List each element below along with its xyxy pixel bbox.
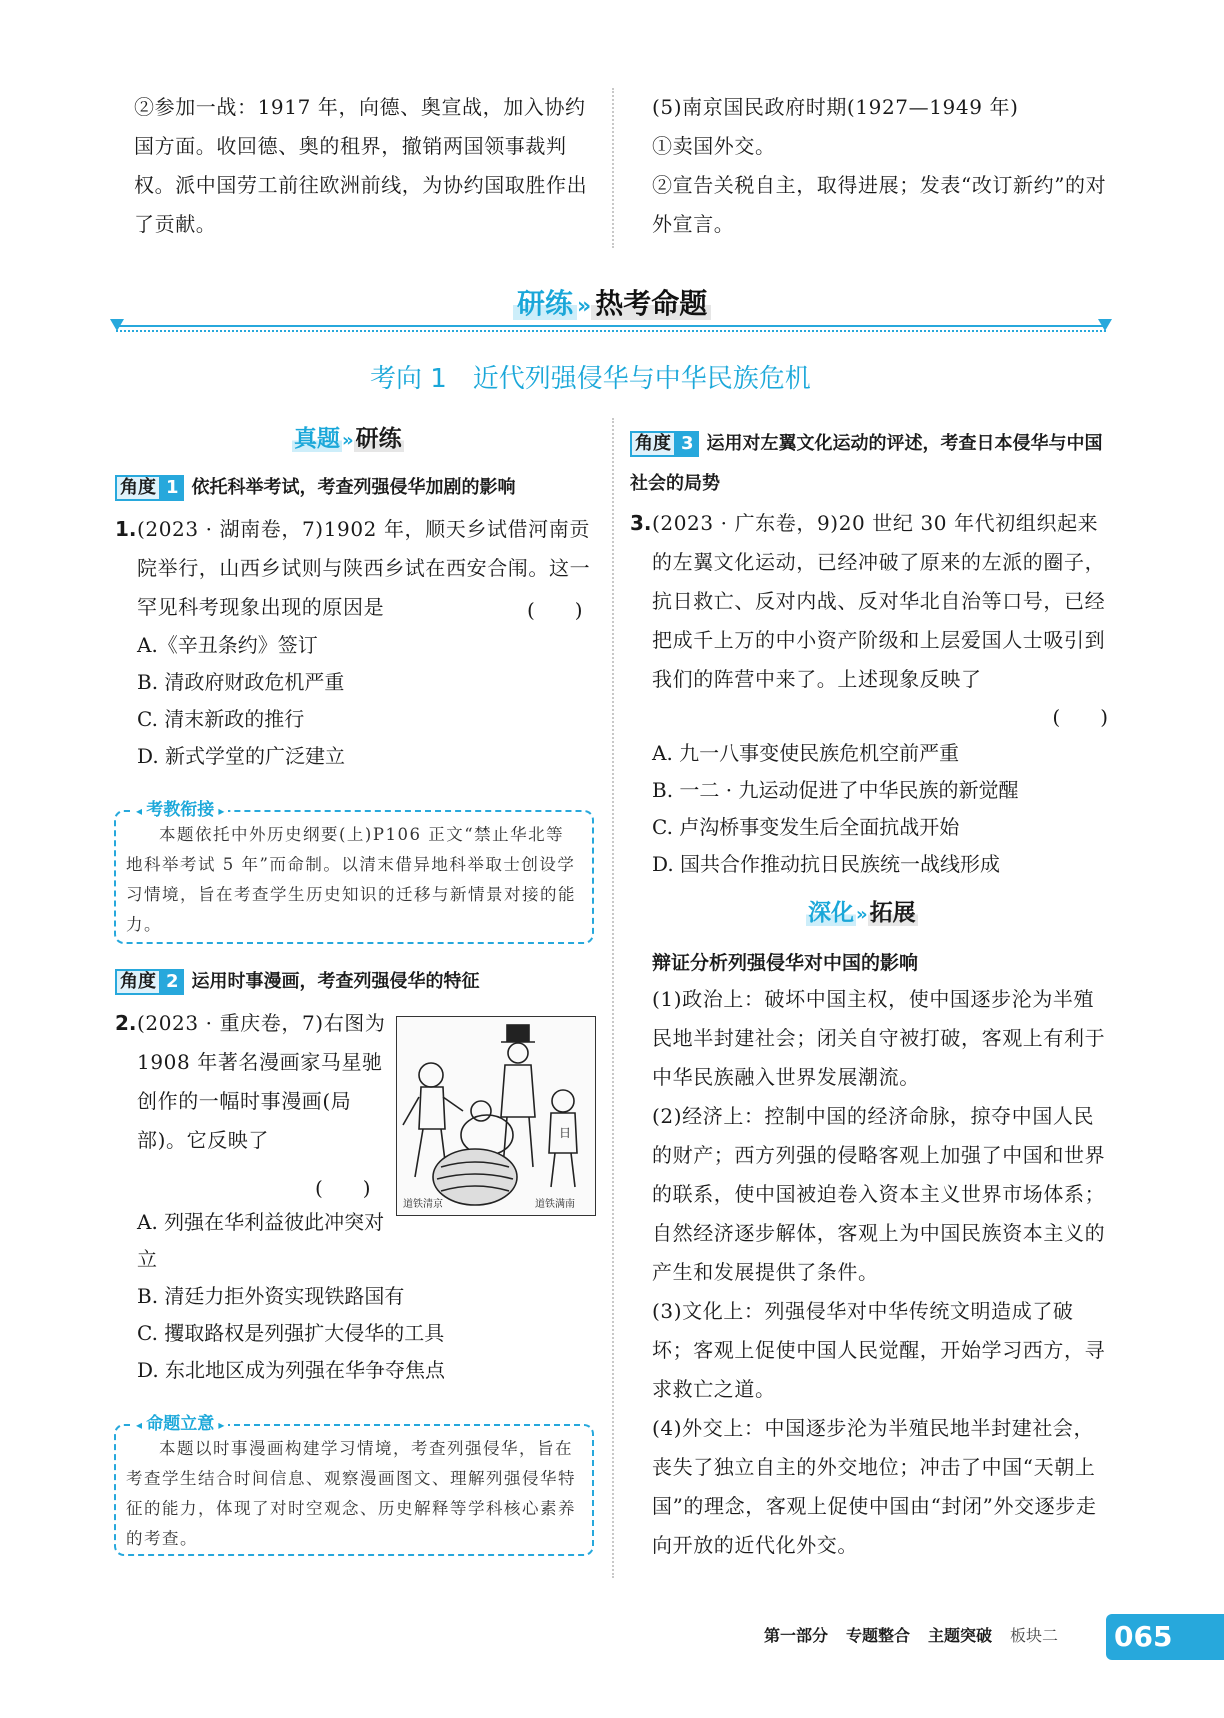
note2-body: 本题以时事漫画构建学习情境，考查列强侵华，旨在考查学生结合时间信息、观察漫画图文、理解列强侵华特征的能力，体现了对时空观念、历史解释等学科核心素养的考查。 bbox=[126, 1439, 576, 1548]
section-banner bbox=[513, 286, 711, 325]
topic-title: 考向 1 近代列强侵华与中华民族危机 bbox=[370, 364, 811, 394]
q3-answer-paren: ( ) bbox=[1052, 705, 1108, 729]
footer-tupo: 主题突破 bbox=[928, 1626, 993, 1645]
angle3-text: 运用对左翼文化运动的评述，考查日本侵华与中国社会的局势 bbox=[630, 433, 1103, 494]
q2-options bbox=[137, 1204, 597, 1389]
angle2-label: 角度 bbox=[115, 969, 161, 995]
top-right-block bbox=[652, 88, 1112, 244]
footer-part: 第一部分 bbox=[764, 1626, 829, 1645]
note1-body: 本题依托中外历史纲要(上)P106 正文“禁止华北等地科举考试 5 年”而命制。以清末借异地科举取士创设学习情境，旨在考查学生历史知识的迁移与新情景对接的能力。 bbox=[126, 825, 576, 934]
banner-left-arrow-icon bbox=[110, 319, 124, 331]
angle2-text: 运用时事漫画，考查列强侵华的特征 bbox=[191, 971, 480, 992]
zhenti-sep: » bbox=[342, 430, 354, 451]
note-mingti bbox=[114, 1414, 594, 1556]
zhenti-heading bbox=[292, 424, 404, 456]
shenhua-part1: 深化 bbox=[808, 900, 854, 926]
q1-option-c: C. 清末新政的推行 bbox=[137, 707, 305, 731]
top-right-line: (5)南京国民政府时期(1927—1949 年) bbox=[652, 95, 1019, 119]
q1-stem: (2023 · 湖南卷，7)1902 年，顺天乡试借河南贡院举行，山西乡试则与陕西乡试在西安合闱。这一罕见科考现象出现的原因是 bbox=[137, 517, 591, 619]
q2-option-b: B. 清廷力拒外资实现铁路国有 bbox=[137, 1284, 405, 1308]
angle3-heading bbox=[630, 424, 1110, 504]
note-kaojiao bbox=[114, 800, 594, 944]
cartoon-image bbox=[396, 1016, 596, 1216]
top-right-line: ②宣告关税自主，取得进展；发表“改订新约”的对外宣言。 bbox=[652, 173, 1107, 236]
angle1-text: 依托科举考试，考查列强侵华加剧的影响 bbox=[191, 477, 516, 498]
ext-title: 辩证分析列强侵华对中国的影响 bbox=[652, 952, 919, 974]
q2-option-d: D. 东北地区成为列强在华争夺焦点 bbox=[137, 1358, 446, 1382]
q1-option-a: A.《辛丑条约》签订 bbox=[137, 633, 318, 657]
q3-number: 3. bbox=[630, 511, 652, 535]
q3-option-c: C. 卢沟桥事变发生后全面抗战开始 bbox=[652, 815, 960, 839]
banner-rule-dotted bbox=[116, 330, 1106, 332]
shenhua-part2: 拓展 bbox=[869, 900, 916, 926]
footer-bankuai: 板块二 bbox=[1010, 1626, 1059, 1645]
q1-answer-paren: ( ) bbox=[527, 598, 583, 622]
cartoon-label-right: 道铁满南 bbox=[535, 1199, 575, 1210]
ext-para-1: (1)政治上：破坏中国主权，使中国逐步沦为半殖民地半封建社会；闭关自守被打破，客观上有利于中华民族融入世界发展潮流。 bbox=[652, 987, 1106, 1089]
q3-option-d: D. 国共合作推动抗日民族统一战线形成 bbox=[652, 852, 1001, 876]
page-number: 065 bbox=[1114, 1620, 1173, 1653]
ext-body bbox=[652, 980, 1110, 1565]
q3-stem: (2023 · 广东卷，9)20 世纪 30 年代初组织起来的左翼文化运动，已经冲破了原来的左派的圈子，抗日救亡、反对内战、反对华北自治等口号，已经把成千上万的中小资产阶级和上层爱国人士吸引到我们的阵营中来了。上述现象反映了 bbox=[652, 511, 1106, 691]
q2-answer-paren: ( ) bbox=[315, 1176, 371, 1200]
q1-option-b: B. 清政府财政危机严重 bbox=[137, 670, 345, 694]
angle3-label: 角度 bbox=[630, 431, 676, 457]
banner-right-arrow-icon bbox=[1098, 319, 1112, 331]
banner-rule bbox=[116, 325, 1106, 327]
q2-option-c: C. 攫取路权是列强扩大侵华的工具 bbox=[137, 1321, 445, 1345]
cartoon-drawing bbox=[397, 1017, 594, 1214]
angle1-label: 角度 bbox=[115, 475, 161, 501]
q3-option-a: A. 九一八事变使民族危机空前严重 bbox=[652, 741, 960, 765]
angle3-num: 3 bbox=[676, 431, 699, 457]
question-3 bbox=[630, 504, 1110, 883]
zhenti-part1: 真题 bbox=[294, 426, 340, 452]
question-1 bbox=[115, 510, 595, 775]
top-right-line: ①卖国外交。 bbox=[652, 134, 776, 158]
q1-number: 1. bbox=[115, 517, 137, 541]
angle1-heading bbox=[115, 474, 516, 502]
note2-title: ◂ 命题立意 ▸ bbox=[132, 1412, 228, 1437]
cartoon-label-left: 道铁清京 bbox=[403, 1199, 443, 1210]
q1-option-d: D. 新式学堂的广泛建立 bbox=[137, 744, 346, 768]
shenhua-heading bbox=[806, 898, 918, 930]
q2-option-a: A. 列强在华利益彼此冲突对立 bbox=[137, 1210, 385, 1271]
question-2 bbox=[115, 1004, 386, 1200]
shenhua-sep: » bbox=[856, 904, 868, 925]
banner-sep: » bbox=[577, 294, 592, 319]
ext-para-2: (2)经济上：控制中国的经济命脉，掠夺中国人民的财产；西方列强的侵略客观上加强了中国和世界的联系，使中国被迫卷入资本主义世界市场体系；自然经济逐步解体，客观上为中国民族资本主义的产生和发展提供了条件。 bbox=[652, 1104, 1106, 1284]
top-left-paragraph: ②参加一战：1917 年，向德、奥宣战，加入协约国方面。收回德、奥的租界，撤销两国领事裁判权。派中国劳工前往欧洲前线，为协约国取胜作出了贡献。 bbox=[134, 95, 588, 236]
ext-para-4: (4)外交上：中国逐步沦为半殖民地半封建社会，丧失了独立自主的外交地位；冲击了中国“天朝上国”的理念，客观上促使中国由“封闭”外交逐步走向开放的近代化外交。 bbox=[652, 1416, 1097, 1557]
q3-option-b: B. 一二 · 九运动促进了中华民族的新觉醒 bbox=[652, 778, 1019, 802]
ext-para-3: (3)文化上：列强侵华对中华传统文明造成了破坏；客观上促使中国人民觉醒，开始学习西方，寻求救亡之道。 bbox=[652, 1299, 1106, 1401]
column-divider-top bbox=[612, 88, 614, 248]
cartoon-label-mid: 日 bbox=[559, 1126, 572, 1140]
angle2-heading bbox=[115, 968, 480, 996]
q2-stem: (2023 · 重庆卷，7)右图为 1908 年著名漫画家马星驰创作的一幅时事漫画(局部)。它反映了 bbox=[137, 1011, 386, 1152]
footer-zhuanti: 专题整合 bbox=[846, 1626, 911, 1645]
note1-title: ◂ 考教衔接 ▸ bbox=[132, 798, 228, 823]
q2-number: 2. bbox=[115, 1011, 137, 1035]
banner-part2: 热考命题 bbox=[591, 287, 711, 320]
angle2-num: 2 bbox=[161, 969, 184, 995]
banner-part1: 研练 bbox=[513, 287, 577, 320]
page-number-tab bbox=[1106, 1614, 1224, 1660]
column-divider bbox=[612, 418, 614, 1578]
angle1-num: 1 bbox=[161, 475, 184, 501]
zhenti-part2: 研练 bbox=[355, 426, 402, 452]
footer-text bbox=[764, 1624, 1058, 1648]
